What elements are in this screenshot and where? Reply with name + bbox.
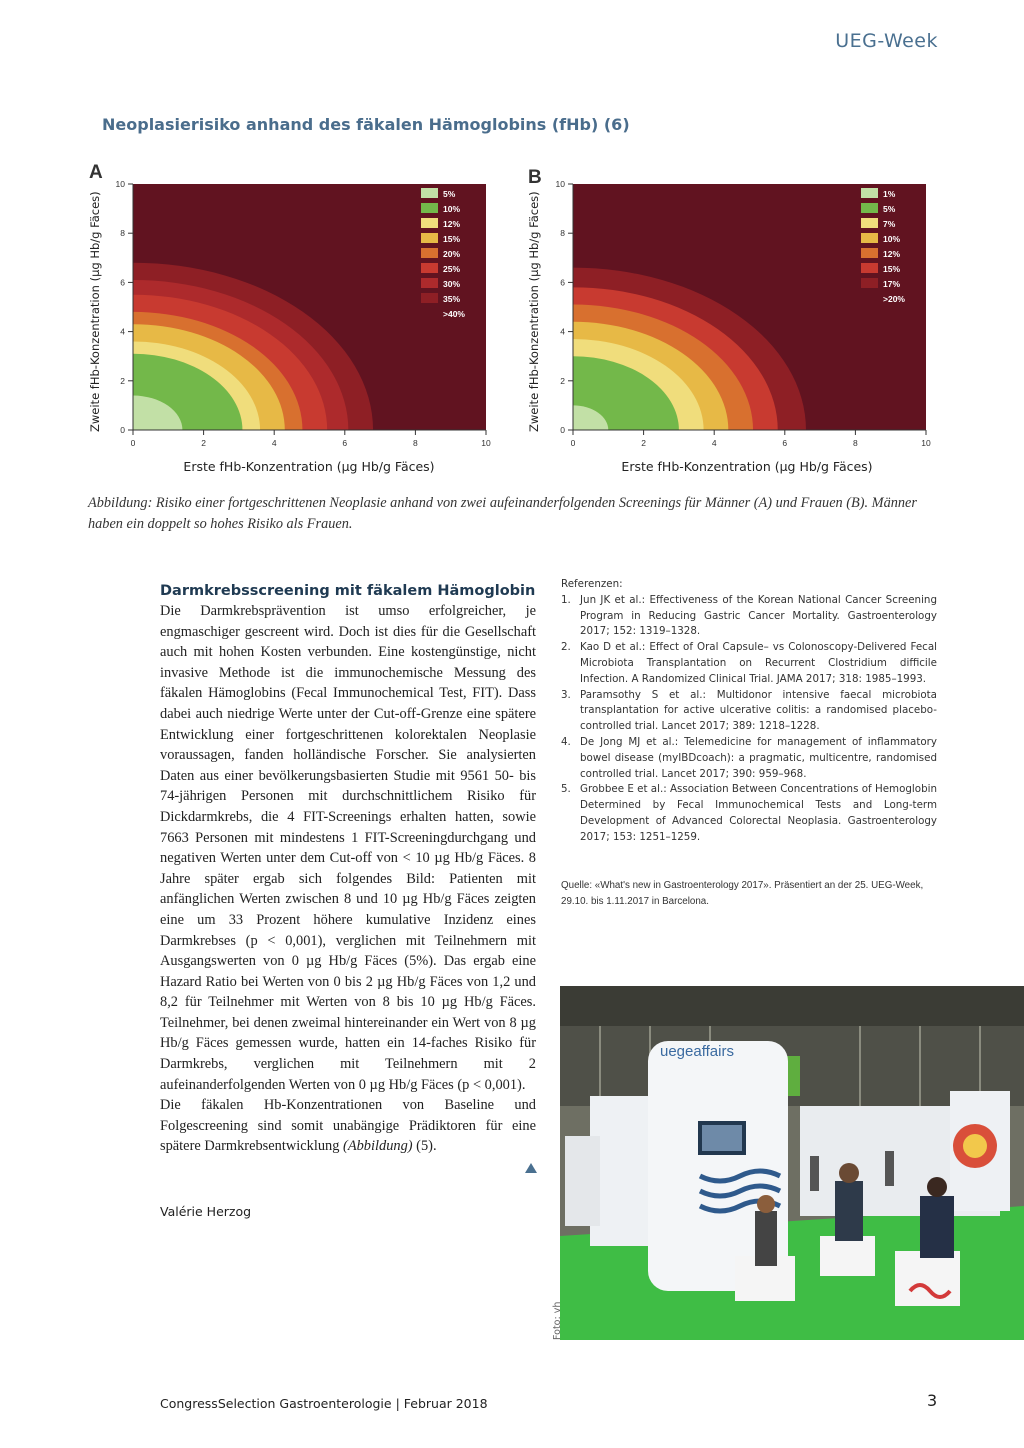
x-tick-label: 8 — [853, 438, 858, 448]
article-paragraph-2: Die fäkalen Hb-Konzentrationen von Baseline und Folgescreening sind somit unabängige Prädiktoren für eine spätere Darmkrebsentwicklung (Abbildung) (5). — [160, 1097, 536, 1155]
legend-label: 5% — [443, 189, 456, 199]
x-tick-label: 8 — [413, 438, 418, 448]
x-tick-label: 6 — [342, 438, 348, 448]
publication-footer: CongressSelection Gastroenterologie | Februar 2018 — [160, 1396, 488, 1411]
y-axis-label-a: Zweite fHb-Konzentration (µg Hb/g Fäces) — [88, 191, 102, 432]
y-tick-label: 8 — [560, 228, 565, 239]
reference-item: 5. Grobbee E et al.: Association Between Concentrations of Hemoglobin Determined by Fecal Immunochemical Tests and Long-term Development of Advanced Colorectal Neoplasia. Gastroenterology 2017; 153: 1251–1259. — [561, 783, 937, 843]
y-tick-label: 8 — [120, 228, 125, 239]
legend-label: 35% — [443, 294, 461, 304]
x-axis-label-a: Erste fHb-Konzentration (µg Hb/g Fäces) — [183, 459, 435, 474]
y-axis-label-b: Zweite fHb-Konzentration (µg Hb/g Fäces) — [527, 191, 541, 432]
legend-label: 1% — [883, 189, 896, 199]
legend-swatch — [421, 188, 438, 198]
panel-letter-a: A — [89, 162, 103, 183]
legend-label: 5% — [883, 204, 896, 214]
references-list — [561, 577, 937, 846]
legend-swatch — [421, 248, 438, 258]
article-heading: Darmkrebsscreening mit fäkalem Hämoglobin — [160, 583, 536, 599]
legend-swatch — [861, 233, 878, 243]
x-tick-label: 4 — [271, 438, 277, 448]
legend-swatch — [421, 233, 438, 243]
x-axis-label-b: Erste fHb-Konzentration (µg Hb/g Fäces) — [621, 459, 873, 474]
y-tick-label: 0 — [560, 425, 565, 435]
legend-label: 12% — [883, 249, 901, 259]
y-tick-label: 2 — [560, 375, 565, 386]
article-paragraph-1: Die Darmkrebsprävention ist umso erfolgreicher, je engmaschiger gescreent wird. Doch ist dies für die Gesellschaft auch mit hohen Kosten verbunden. Eine kostengünstige, nicht invasive Methode ist die immunochemische Messung des fäkalen Hämoglobins (Fecal Immunochemical Test, FIT). Dass dabei auch niedrige Werte unter der Cut-off-Grenze eine spätere Entwicklung einer fortgeschrittenen kolorektalen Neoplasie voraussagen, fanden holländische Forscher. Sie analysierten Daten aus einer bevölkerungsbasierten Studie mit 9561 50- bis 74-jährigen Personen mit durchschnittlichem Risiko für Dickdarmkrebs, die 4 FIT-Screenings erhalten hatten, sowie 7663 Personen mit mindestens 1 FIT-Screeningdurchgang und negativen Werten unter dem Cut-off von < 10 µg Hb/g Fäces. 8 Jahre später ergab sich folgendes Bild: Patienten mit anfänglichen Werten zwischen 8 und 10 µg Hb/g Fäces zeigten eine um 33 Prozent höhere kumulative Inzidenz eines Darmkrebses (p < 0,001), verglichen mit Teilnehmern mit Ausgangswerten von 0 µg Hb/g Fäces (5%). Das ergab eine Hazard Ratio bei Werten von 0 bis 2 µg Hb/g Fäces von 1,2 und 8,2 für Teilnehmer mit Werten von 8 bis 10 µg Hb/g Fäces. Teilnehmer, bei denen zweimal hintereinander ein Wert von 8 µg Hb/g Fäces gemessen wurde, hatten ein 14-faches Risiko für Darmkrebs, verglichen mit Teilnehmern mit 2 aufeinanderfolgenden Werten von 0 µg Hb/g Fäces (p < 0,001). — [160, 603, 536, 1093]
legend-label: >40% — [443, 309, 465, 319]
article-body — [160, 601, 536, 1157]
legend-swatch — [421, 278, 438, 288]
figure-caption: Abbildung: Risiko einer fortgeschrittenen Neoplasie anhand von zwei aufeinanderfolgenden Screenings für Männer (A) und Frauen (B). Männer haben ein doppelt so hohes Risiko als Frauen. — [88, 495, 917, 532]
legend-swatch — [861, 203, 878, 213]
legend-label: 10% — [443, 204, 461, 214]
page-number: 3 — [927, 1391, 938, 1410]
legend-swatch — [861, 248, 878, 258]
photo-credit: Foto: vh — [552, 1301, 563, 1340]
legend-swatch — [861, 218, 878, 228]
x-tick-label: 10 — [481, 438, 491, 448]
reference-item: 4. De Jong MJ et al.: Telemedicine for management of inflammatory bowel disease (myIBDcoach): a pragmatic, multicentre, randomised controlled trial. Lancet 2017; 390: 959–968. — [561, 735, 937, 780]
x-tick-label: 6 — [782, 438, 788, 448]
risk-heatmap-b — [540, 174, 940, 464]
y-tick-label: 10 — [115, 179, 125, 189]
legend-swatch — [861, 188, 878, 198]
x-tick-label: 2 — [641, 438, 646, 448]
legend-label: 20% — [443, 249, 461, 259]
reference-item: 2. Kao D et al.: Effect of Oral Capsule– vs Colonoscopy-Delivered Fecal Microbiota Transplantation on Recurrent Clostridium difficile Infection. A Randomized Clinical Trial. JAMA 2017; 318: 1985–1993. — [561, 641, 937, 685]
legend-swatch — [421, 263, 438, 273]
reference-item: 3. Paramsothy S et al.: Multidonor intensive faecal microbiota transplantation for active ulcerative colitis: a randomised placebo-controlled trial. Lancet 2017; 389: 1218–1228. — [561, 688, 937, 733]
y-tick-label: 6 — [560, 277, 565, 288]
x-tick-label: 4 — [711, 438, 717, 448]
figure-title: Neoplasierisiko anhand des fäkalen Hämoglobins (fHb) (6) — [102, 115, 630, 134]
legend-swatch — [421, 293, 438, 303]
legend-swatch — [861, 263, 878, 273]
reference-item: 1. Jun JK et al.: Effectiveness of the Korean National Cancer Screening Program in Reducing Gastric Cancer Mortality. Gastroenterology 2017; 152: 1319–1328. — [561, 593, 937, 638]
legend-label: 15% — [443, 234, 461, 244]
legend-label: 25% — [443, 264, 461, 274]
risk-heatmap-a — [100, 174, 500, 464]
x-tick-label: 0 — [570, 438, 576, 448]
y-tick-label: 4 — [120, 326, 125, 337]
x-tick-label: 2 — [201, 438, 206, 448]
figure-reference: (Abbildung) — [343, 1138, 413, 1155]
legend-label: >20% — [883, 294, 905, 304]
y-tick-label: 6 — [120, 277, 125, 288]
y-tick-label: 10 — [555, 179, 565, 189]
legend-swatch — [421, 203, 438, 213]
legend-label: 10% — [883, 234, 901, 244]
legend-label: 7% — [883, 219, 896, 229]
legend-label: 15% — [883, 264, 901, 274]
legend-label: 30% — [443, 279, 461, 289]
end-triangle-icon — [525, 1163, 537, 1173]
x-tick-label: 0 — [130, 438, 136, 448]
panel-letter-b: B — [528, 167, 542, 188]
congress-hall-photo — [560, 986, 1024, 1340]
source-note: Quelle: «What's new in Gastroenterology 2017». Präsentiert an der 25. UEG-Week, 29.10. bis 1.11.2017 in Barcelona. — [561, 880, 924, 907]
booth-sign-text: uegeaffairs — [660, 1043, 734, 1060]
y-tick-label: 4 — [560, 326, 565, 337]
y-tick-label: 0 — [120, 425, 125, 435]
y-tick-label: 2 — [120, 375, 125, 386]
legend-label: 12% — [443, 219, 461, 229]
legend-swatch — [861, 278, 878, 288]
references-heading: Referenzen: — [561, 578, 623, 590]
section-header: UEG-Week — [835, 30, 938, 52]
legend-label: 17% — [883, 279, 901, 289]
legend-swatch — [861, 293, 878, 303]
x-tick-label: 10 — [921, 438, 931, 448]
legend-swatch — [421, 308, 438, 318]
author-name: Valérie Herzog — [160, 1204, 252, 1219]
legend-swatch — [421, 218, 438, 228]
